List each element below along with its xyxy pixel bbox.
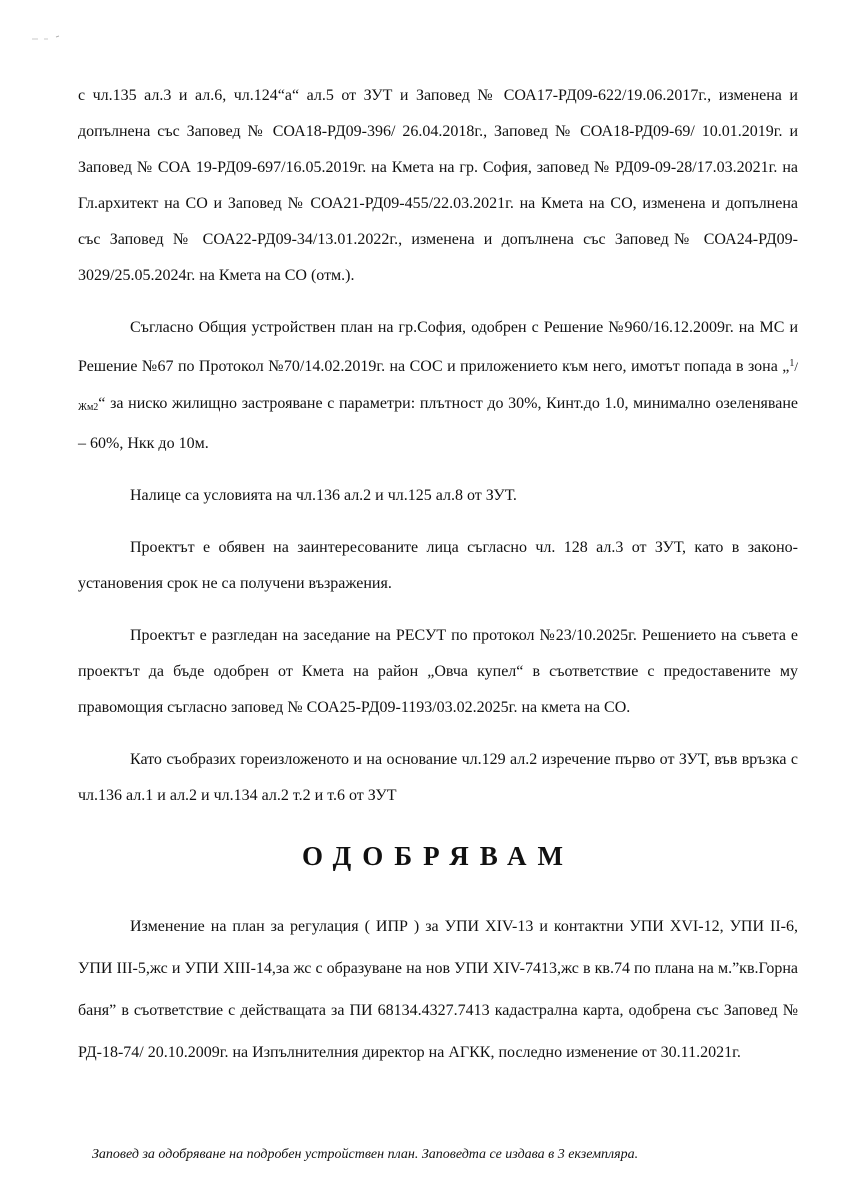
footer-note: Заповед за одобряване на подробен устройствен план. Заповедта се издава в 3 екземпляра. [92, 1147, 639, 1162]
zone-open-quote: „ [782, 358, 790, 375]
document-body [78, 78, 798, 1074]
paragraph-conditions: Налице са условията на чл.136 ал.2 и чл.125 ал.8 от ЗУТ. [130, 487, 517, 504]
zone-sup: 1 [789, 358, 795, 369]
paragraph-decision: Изменение на план за регулация ( ИПР ) за УПИ XIV-13 и контактни УПИ XVI-12, УПИ II-6, УПИ III-5,жс и УПИ XIII-14,за жс с образуване на нов УПИ XIV-7413,жс в кв.74 по плана на м.”кв.Горна баня” в съответствие с действащата за ПИ 68134.4327.7413 кадастрална карта, одобрена със Заповед № РД-18-74/ 20.10.2009г. на Изпълнителния директор на АГКК, последно изменение от 30.11.2021г. [78, 918, 798, 1061]
zone-slash: / [794, 359, 798, 374]
zone-sub: Жм2 [78, 402, 99, 413]
paragraph-legal-basis: с чл.135 ал.3 и ал.6, чл.124“а“ ал.5 от ЗУТ и Заповед № СОА17-РД09-622/19.06.2017г., изменена и допълнена със Заповед № СОА18-РД09-396/ 26.04.2018г., Заповед № СОА18-РД09-69/ 10.01.2019г. и Заповед № СОА 19-РД09-697/16.05.2019г. на Кмета на гр. София, заповед № РД09-09-28/17.03.2021г. на Гл.архитект на СО и Заповед № СОА21-РД09-455/22.03.2021г. на Кмета на СО, изменена и допълнена със Заповед № СОА22-РД09-34/13.01.2022г., изменена и допълнена със Заповед№ СОА24-РД09-3029/25.05.2024г. на Кмета на СО (отм.). [78, 87, 798, 284]
zone-close-quote: “ [98, 395, 106, 412]
paragraph-announcement: Проектът е обявен на заинтересованите лица съгласно чл. 128 ал.3 от ЗУТ, като в законо-установения срок не са получени възражения. [78, 539, 798, 592]
scan-artifact-mark [30, 34, 66, 42]
paragraph-master-plan [78, 310, 798, 462]
paragraph-resut: Проектът е разгледан на заседание на РЕСУТ по протокол №23/10.2025г. Решението на съвета е проектът да бъде одобрен от Кмета на район „Овча купел“ в съответствие с предоставените му правомощия съгласно заповед № СОА25-РД09-1193/03.02.2025г. на кмета на СО. [78, 627, 798, 716]
zone-parameters: за ниско жилищно застрояване с параметри: плътност до 30%, Кинт.до 1.0, минимално озеленяване – 60%, Нкк до 10м. [78, 395, 798, 452]
paragraph-grounds: Като съобразих гореизложеното и на основание чл.129 ал.2 изречение първо от ЗУТ, във връзка с чл.136 ал.1 и ал.2 и чл.134 ал.2 т.2 и т.6 от ЗУТ [78, 751, 798, 804]
approval-heading: ОДОБРЯВАМ [301, 841, 575, 871]
paragraph-master-plan-text: Съгласно Общия устройствен план на гр.София, одобрен с Решение №960/16.12.2009г. на МС и Решение №67 по Протокол №70/14.02.2019г. на СОС и приложението към него, имотът попада в зона [78, 319, 798, 375]
